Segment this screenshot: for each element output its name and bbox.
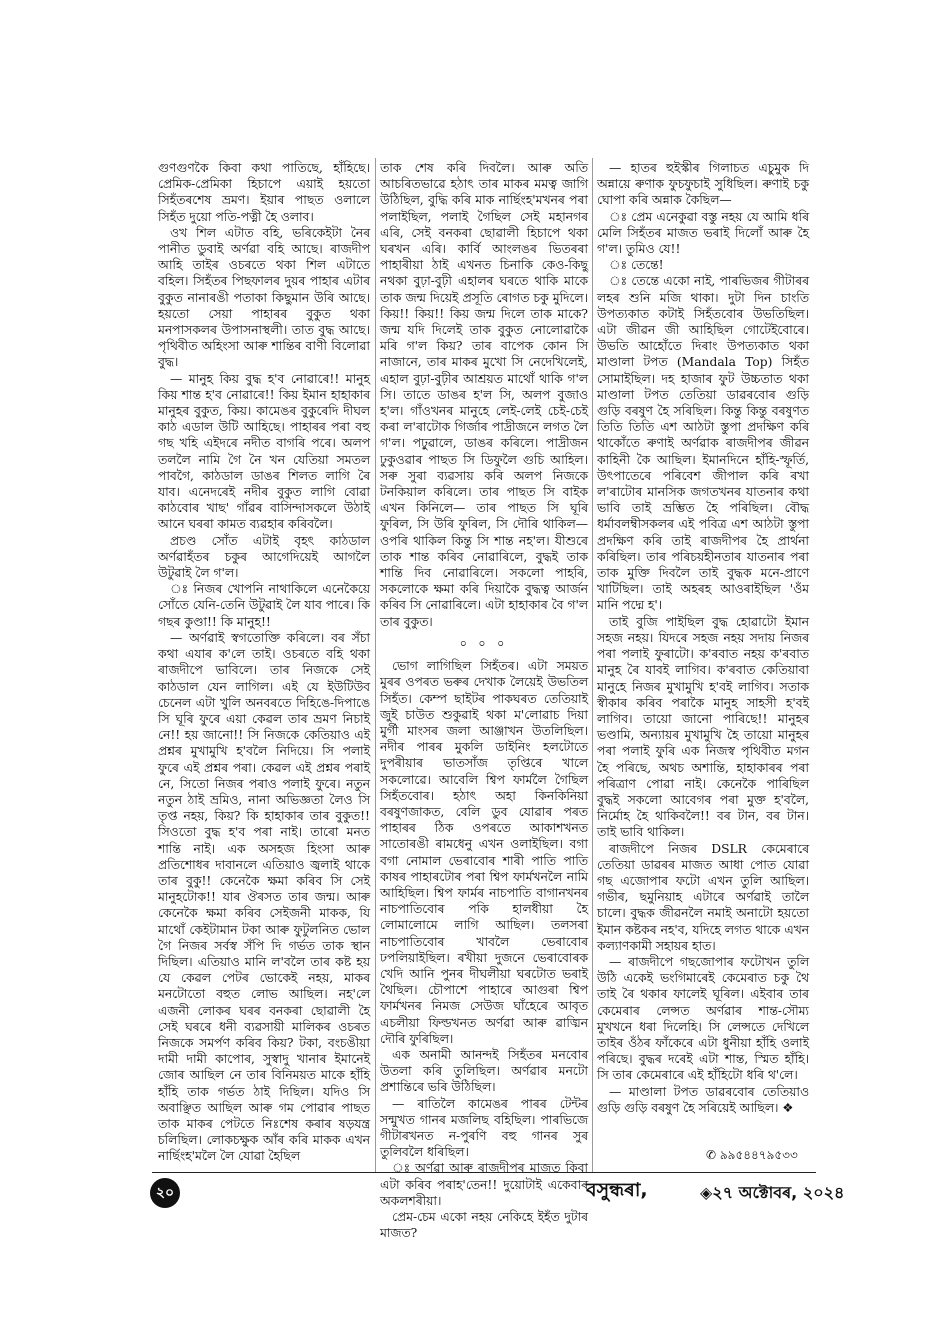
paragraph: — অৰ্ণৱাই স্বগতোক্তি কৰিলে। বৰ সঁচা কথা এযাৰ ক'লে তাই। ওচৰতে বহি থকা ৰাজদীপে ভাবিলে। তাৰ নিজকে সেই কাঠডাল যেন লাগিল। এই যে ইউটিউব চেনেল এটা খুলি অনবৰতে দিহিঙে-দিপাঙে সি ঘূৰি ফুৰে এয়া কেৱল তাৰ ভ্ৰমণ নিচাই নে!! হয় জানো!! সি নিজকে কেতিয়াও এই প্ৰশ্নৰ মুখামুখি হ'বলৈ নিদিয়ে। সি পলাই ফুৰে এই প্ৰশ্নৰ পৰা। কেৱল এই প্ৰশ্নৰ পৰাই নে, সিতো নিজৰ পৰাও পলাই ফুৰে। নতুন নতুন ঠাই ভ্ৰমিও, নানা অভিজ্ঞতা লৈও সি তৃপ্ত নহয়, কিয়? কি হাহাকাৰ তাৰ বুকুত!! সিওতো বুদ্ধ হ'ব পৰা নাই। তাৰো মনত শান্তি নাই। এক অসহজ হিংসা আৰু প্ৰতিশোধৰ দাবানলে এতিয়াও জ্বলাই থাকে তাৰ বুকু!! কেনেকৈ ক্ষমা কৰিব সি সেই মানুহটোক!! যাৰ ঔৰসত তাৰ জন্ম। আৰু কেনেকৈ ক্ষমা কৰিব সেইজনী মাকক, যি মাথোঁ কেইটামান টকা আৰু ফুটুলনিত ভোল গৈ নিজৰ সৰ্বস্ব সঁপি দি গৰ্ভত তাক স্থান দিছিল। এতিয়াও মানি ল'বলৈ তাৰ কষ্ট হয় যে কেৱল পেটৰ ভোকেই নহয়, মাকৰ মনটোতো বহুত লোভ আছিল। নহ'লে এজনী লোকৰ ঘৰৰ বনকৰা ছোৱালী হৈ সেই ঘৰৰে ধনী ব্যৱসায়ী মালিকৰ ওচৰত নিজকে সমৰ্পণ কৰিব কিয়? টকা, বংচঙীয়া দামী দামী কাপোৰ, সুস্বাদু খানাৰ ইমানেই জোৰ আছিল নে তাৰ বিনিময়ত মাকে হাঁহি হাঁহি তাক গৰ্ভত ঠাই দিছিল। যদিও সি অবাঞ্ছিত আছিল আৰু গম পোৱাৰ পাছত তাক মাকৰ পেটতে নিঃশেষ কৰাৰ ষড়যন্ত্ৰ চলিছিল। লোকচক্ষুক আঁৰ কৰি মাকক এখন নাৰ্ছিংহ'মলৈ লৈ যোৱা হৈছিল [158, 630, 370, 1164]
paragraph: ভোগ লাগিছিল সিহঁতৰ। এটা সময়ত মুৰৰ ওপৰত ভৰুৰ দেখাক লৈয়েই উভতিল সিহঁত। কেম্প ছাইটৰ পাকঘৰত তেতিয়াই জুই চাউত শুকুৱাই থকা ম'লোৱাচ দিয়া মুৰ্গী মাংসৰ জলা আঞ্জাখন উতলিছিল। নদীৰ পাৰৰ মুকলি ডাইনিং হলটোতে দুপৰীয়াৰ ভাতসাঁজ তৃপ্তিৰে খালে সকলোৱে। আবেলি শ্বিপ ফাৰ্মলৈ গৈছিল সিহঁতবোৰ। হঠাৎ অহা কিনকিনিয়া বৰষুণজাকত, বেলি ডুব যোৱাৰ পৰত পাহাৰৰ ঠিক ওপৰতে আকাশখনত সাতোৰঙী ৰামধেনু এখন ওলাইছিল। বগা বগা নোমাল ভেৰাবোৰ শাৰী পাতি পাতি কাষৰ পাহাৰটোৰ পৰা শ্বিপ ফাৰ্মখনলৈ নামি আহিছিল। শ্বিপ ফাৰ্মৰ নাচপাতি বাগানখনৰ নাচপাতিবোৰ পকি হালধীয়া হৈ লোমালোমে লাগি আছিল। তলসৰা নাচপাতিবোৰ খাবলৈ ভেৰাবোৰ ঢপলিয়াইছিল। ৰখীয়া দুজনে ভেৰাবোৰক খেদি আনি পুনৰ দীঘলীয়া ঘৰটোত ভৰাই থৈছিল। চৌপাশে পাহাৰে আগুৰা শ্বিপ ফাৰ্মখনৰ নিমজ সেউজ ঘাঁহেৰে আবৃত এচলীয়া ফিল্ডখনত অৰ্ণৱা আৰু ৱাঙ্মিন দৌৰি ফুৰিছিল। [380, 659, 588, 1046]
text-column-1 [158, 160, 370, 1172]
paragraph: ঃ তেন্তে! [609, 258, 664, 273]
column-divider [592, 158, 593, 1173]
paragraph: ঃ অৰ্ণৱা আৰু ৰাজদীপৰ মাজত কিবা এটা কৰিব পৰাহ'তেন!! দুয়োটাই একেবাৰ অকলশৰীয়া। [380, 1161, 588, 1208]
paragraph: ঃ তেন্তে একো নাই, পাৰভিজৰ গীটাৰৰ লহৰ শুনি মজি থাকা। দুটা দিন চাংতি উপত্যকাত কটাই সিহঁতবোৰ উভতিছিল। এটা জীৱন জী আহিছিল গোটেইবোৰে। উভতি আহোঁতে দিৰাং উপত্যকাত থকা মাণ্ডালা টপত (Mandala Top) সিহঁত সোমাইছিল। দহ হাজাৰ ফুট উচ্চতাত থকা মাণ্ডালা টপত তেতিয়া ডাৱৰবোৰ গুড়ি গুড়ি বৰষুণ হৈ সৰিছিল। কিন্তু কিন্তু বৰষুণত তিতি তিতি এশ আঠটা স্তুপা প্ৰদক্ষিণ কৰি থাকোঁতে ৰুণাই অৰ্ণৱাক ৰাজদীপৰ জীৱন কাহিনী কৈ আছিল। ইমানদিনে হাঁহি-স্ফূৰ্তি, উৎপাতেৰে পৰিবেশ জীপাল কৰি ৰখা ল'ৰাটোৰ মানসিক জগতখনৰ যাতনাৰ কথা ভাবি তাই ভ্ৰম্ভিত হৈ পৰিছিল। বৌদ্ধ ধৰ্মাবলম্বীসকলৰ এই পবিত্ৰ এশ আঠটা স্তুপা প্ৰদক্ষিণ কৰি তাই ৰাজদীপৰ হৈ প্ৰাৰ্থনা কৰিছিল। তাৰ পৰিচয়হীনতাৰ যাতনাৰ পৰা তাক মুক্তি দিবলৈ তাই বুদ্ধক মনে-প্ৰাণে খাটিছিল। তাই অহৰহ আওৰাইছিল 'ওঁম মানি পদ্মে হ'। [597, 274, 809, 613]
paragraph: প্ৰেম-চেম একো নহয় নেকিহে ইহঁত দুটাৰ মাজত? [380, 1210, 588, 1241]
issue-date: ◈২৭ অক্টোবৰ, ২০২৪ [700, 1183, 845, 1202]
paragraph: — ৰাজদীপে গছজোপাৰ ফটোখন তুলি উঠি একেই ভংগিমাৰেই কেমেৰাত চকু থৈ তাই ৰৈ থকাৰ ফালেই ঘূৰিল। এইবাৰ তাৰ কেমেৰাৰ লেন্সত অৰ্ণৱাৰ শান্ত-সৌম্য মুখখনে ধৰা দিলেহি। সি লেন্সতে দেখিলে তাইৰ ওঁঠৰ ফাঁকেৰে এটা ধুনীয়া হাঁহি ওলাই পৰিছে। বুদ্ধৰ দৰেই এটা শান্ত, স্মিত হাঁহি। সি তাৰ কেমেৰাৰে এই হাঁহিটো ধৰি থ'লে। [597, 954, 809, 1083]
page-number: ২০ [150, 1178, 180, 1208]
section-break: ০ ০ ০ [459, 636, 509, 650]
paragraph: তাক শেষ কৰি দিবলৈ। আৰু অতি আচৰিতভাৱে হঠাৎ তাৰ মাকৰ মমত্ব জাগি উঠিছিল, বুদ্ধি কৰি মাক নাৰ্ছিংহ'মখনৰ পৰা পলাইছিল, পলাই গৈছিল সেই মহানগৰ এৰি, সেই বনকৰা ছোৱালী হিচাপে থকা ঘৰখন এৰি। কাৰ্বি আংলঙৰ ভিতৰৰা পাহাৰীয়া ঠাই এখনত চিনাকি কেও-কিছু নথকা বুঢ়া-বুঢ়ী এহালৰ ঘৰতে থাকি মাকে তাক জন্ম দিয়েই প্ৰসূতি ৰোগত চকু মুদিলে। কিয়!! কিয়!! কিয় জন্ম দিলে তাক মাকে? জন্ম যদি দিলেই তাক বুকুত নোলোৱাকৈ মৰি গ'ল কিয়? তাৰ বাপেক কোন সি নাজানে, তাৰ মাকৰ মুখো সি নেদেখিলেই, এহাল বুঢ়া-বুঢ়ীৰ আশ্ৰয়ত মাথোঁ থাকি গ'ল সি। তাতে ডাঙৰ হ'ল সি, অলপ বুজাও হ'ল। গাঁওখনৰ মানুহে লেই-লেই চেই-চেই কৰা ল'ৰাটোক গিৰ্জাৰ পাদ্ৰীজনে লগত লৈ গ'ল। পঢ়ুৱালে, ডাঙৰ কৰিলে। পাদ্ৰীজন ঢুকুওৱাৰ পাছত সি ডিফুলৈ গুচি আহিল। সৰু সুৰা ব্যৱসায় কৰি অলপ নিজকে টনকিয়াল কৰিলে। তাৰ পাছত সি বাইক এখন কিনিলে— তাৰ পাছত সি ঘূৰি ফুৰিল, সি উৰি ফুৰিল, সি দৌৰি থাকিল— ওপৰি থাকিল কিন্তু সি শান্ত নহ'ল। যীশুৰে তাক শান্ত কৰিব নোৱাৰিলে, বুদ্ধই তাক শান্তি দিব নোৱাৰিলে। সকলো পাহৰি, সকলোকে ক্ষমা কৰি দিয়াকৈ বুদ্ধত্ব আৰ্জন কৰিব সি নোৱাৰিলে। এটা হাহাকাৰ বৈ গ'ল তাৰ বুকুত। [380, 161, 588, 629]
author-phone: ✆ ৯৯৫৪৪৭৯৫৩৩ [706, 1148, 798, 1162]
magazine-name: বসুন্ধৰা, [586, 1179, 648, 1201]
paragraph: গুণগুণকৈ কিবা কথা পাতিছে, হাঁহিছে। প্ৰেমিক-প্ৰেমিকা হিচাপে এয়াই হয়তো সিহঁতৰশেষ ভ্ৰমণ। ইয়াৰ পাছত ওলালে সিহঁত দুয়ো পতি-পত্নী হৈ ওলাব। [158, 161, 370, 224]
paragraph: তাই বুজি পাইছিল বুদ্ধ হোৱাটো ইমান সহজ নহয়। যিদৰে সহজ নহয় সদায় নিজৰ পৰা পলাই ফুৰাটো। ক'ৰবাত নহয় ক'ৰবাত মানুহ ৰৈ যাবই লাগিব। ক'ৰবাত কেতিয়াবা মানুহে নিজৰ মুখামুখি হ'বই লাগিব। সতাক স্বীকাৰ কৰিব পৰাকৈ মানুহ সাহসী হ'বই লাগিব। তায়ো জানো পাৰিছে!! মানুহৰ ভণ্ডামি, অন্যায়ৰ মুখামুখি হৈ তায়ো মানুহৰ পৰা পলাই ফুৰি এক নিজস্ব পৃথিবীত মগন হৈ পৰিছে, অথচ অশান্তি, হাহাকাৰৰ পৰা পৰিত্ৰাণ পোৱা নাই। কেনেকৈ পাৰিছিল বুদ্ধই সকলো আবেগৰ পৰা মুক্ত হ'বলৈ, নিৰ্মোহ হৈ থাকিবলৈ!! বৰ টান, বৰ টান। তাই ভাবি থাকিল। [597, 614, 809, 840]
paragraph: ওখ শিল এটাত বহি, ভৰিকেইটা নৈৰ পানীত ডুবাই অৰ্ণৱা বহি আছে। ৰাজদীপ আহি তাইৰ ওচৰতে থকা শিল এটাতে বহিল। সিহঁতৰ পিছফালৰ দুয়ৰ পাহাৰ এটাৰ বুকুত নানাৰঙী পতাকা কিছুমান উৰি আছে। হয়তো সেয়া পাহাৰৰ বুকুত থকা মনপাসকলৰ উপাসনাস্থলী। তাত বুদ্ধ আছে। পৃথিবীত অহিংসা আৰু শান্তিৰ বাণী বিলোৱা বুদ্ধ। [158, 225, 370, 370]
paragraph: — হাতৰ হুইস্কীৰ গিলাচত এচুমুক দি অন্নায়ে ৰুণাক ফুচফুচাই সুধিছিল। ৰুণাই চকু ঘোপা কৰি অন্নাক কৈছিল— [597, 161, 809, 208]
column-divider [375, 158, 376, 1173]
paragraph: এক অনামী আনন্দই সিহঁতৰ মনবোৰ উতলা কৰি তুলিছিল। অৰ্ণৱাৰ মনটো প্ৰশান্তিৰে ভৰি উঠিছিল। [380, 1047, 588, 1095]
paragraph: — ৰাতিলৈ কামেঙৰ পাৰৰ টেন্টৰ সন্মুখত গানৰ মজলিছ বহিছিল। পাৰভিজে গীটাৰখনত ন-পুৰণি বহু গানৰ সুৰ তুলিবলৈ ধৰিছিল। [380, 1096, 588, 1160]
text-column-2 [380, 160, 588, 1241]
paragraph: — মানুহ কিয় বুদ্ধ হ'ব নোৱাৰে!! মানুহ কিয় শান্ত হ'ব নোৱাৰে!! কিয় ইমান হাহাকাৰ মানুহৰ বুকুত, কিয়। কামেঙৰ বুকুৰেদি দীঘল কাঠ এডাল উটি আহিছে। পাহাৰৰ পৰা বহু গছ খহি এইদৰে নদীত বাগৰি পৰে। অলপ তললৈ নামি গৈ নৈ খন যেতিয়া সমতল পাবগৈ, কাঠডাল ডাঙৰ শিলত লাগি ৰৈ যাব। এনেদৰেই নদীৰ বুকুত লাগি বোৱা কাঠবোৰ খাছ' গাঁৱৰ বাসিন্দাসকলে উঠাই আনে ঘৰৰা কামত ব্যৱহাৰ কৰিবলৈ। [158, 371, 370, 532]
text-column-3 [597, 160, 809, 1172]
paragraph: প্ৰচণ্ড সোঁত এটাই বৃহৎ কাঠডাল অৰ্ণৱাহঁতৰ চকুৰ আগেদিয়েই আগলৈ উটুৱাই লৈ গ'ল। [158, 533, 370, 581]
paragraph: ৰাজদীপে নিজৰ DSLR কেমেৰাৰে তেতিয়া ডাৱৰৰ মাজত আধা পোত যোৱা গছ এজোপাৰ ফটো এখন তুলি আছিল। গভীৰ, ছমুনিয়াহ এটাৰে অৰ্ণৱাই তালৈ চালে। বুদ্ধক জীৱনলৈ নমাই অনাটো হয়তো ইমান কষ্টকৰ নহ'ব, যদিহে লগত থাকে এখন কল্যাণকামী সহায়ৰ হাত। [597, 841, 809, 953]
paragraph: ঃ নিজৰ খোপনি নাথাকিলে এনেকৈয়ে সোঁতে যেনি-তেনি উটুৱাই লৈ যাব পাৰে। কি গছৰ কুণ্ডা!! কি মানুহ!! [158, 582, 370, 629]
paragraph: ঃ প্ৰেম এনেকুৱা বস্তু নহয় যে আমি ধৰি মেলি সিহঁতৰ মাজত ভৰাই দিলোঁ আৰু হৈ গ'ল। তুমিও যে!! [597, 209, 809, 257]
paragraph: — মাণ্ডালা টপত ডাৱৰবোৰ তেতিয়াও গুড়ি গুড়ি বৰষুণ হৈ সৰিয়েই আছিল। ❖ [597, 1084, 809, 1115]
footer-rule [152, 1172, 816, 1173]
